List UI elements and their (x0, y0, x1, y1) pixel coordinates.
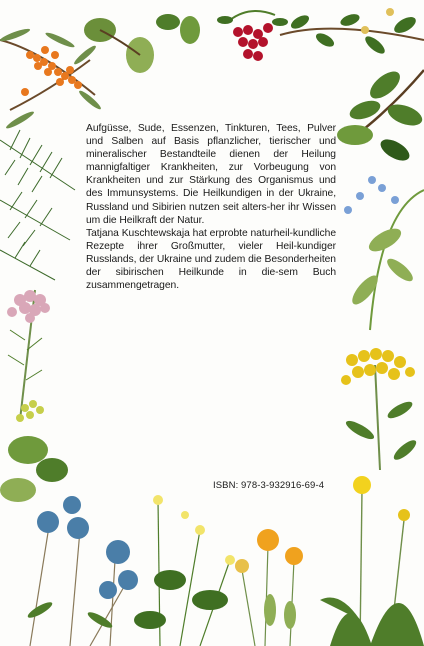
dandelion-icon (320, 476, 424, 646)
borage-icon (344, 176, 424, 330)
isbn-label: ISBN: 978-3-932916-69-4 (213, 480, 325, 491)
cranberry-icon (217, 11, 288, 61)
tansy-icon (341, 348, 419, 470)
back-cover-blurb (86, 122, 336, 292)
blurb-paragraph: Aufgüsse, Sude, Essenzen, Tinkturen, Tees, Pulver und Salben auf Basis pflanzlicher, tierischer und mineralischer Bestandteile dienen der Heilung mannigfaltiger Krankheiten, zur Vorbeugung von Krankheiten und zur Stärkung des Organismus und des Immunsystems. Die Heilkundigen in der Ukraine, Russland und Sibirien nutzen seit alters-her ihr Wissen um die Heilkraft der Natur. (86, 123, 336, 226)
blurb-paragraph: Tatjana Kuschtewskaja hat erprobte naturheil-kundliche Rezepte ihrer Großmutter, vieler Heil-kundiger Russlands, der Ukraine und zudem die Besonderheiten der sibirischen Heilkunde in die-sem Buch zusammengetragen. (86, 227, 336, 292)
leafy-branch-icon (337, 67, 424, 165)
hazel-icon (84, 14, 200, 73)
sheep-bit-icon (26, 496, 138, 646)
calendula-icon (235, 529, 303, 646)
buttercup-icon (134, 495, 235, 646)
pine-icon (0, 130, 75, 280)
sea-buckthorn-icon (0, 27, 103, 131)
vine-icon (280, 8, 424, 57)
yarrow-icon (7, 290, 50, 420)
lady-mantle-icon (0, 400, 68, 502)
